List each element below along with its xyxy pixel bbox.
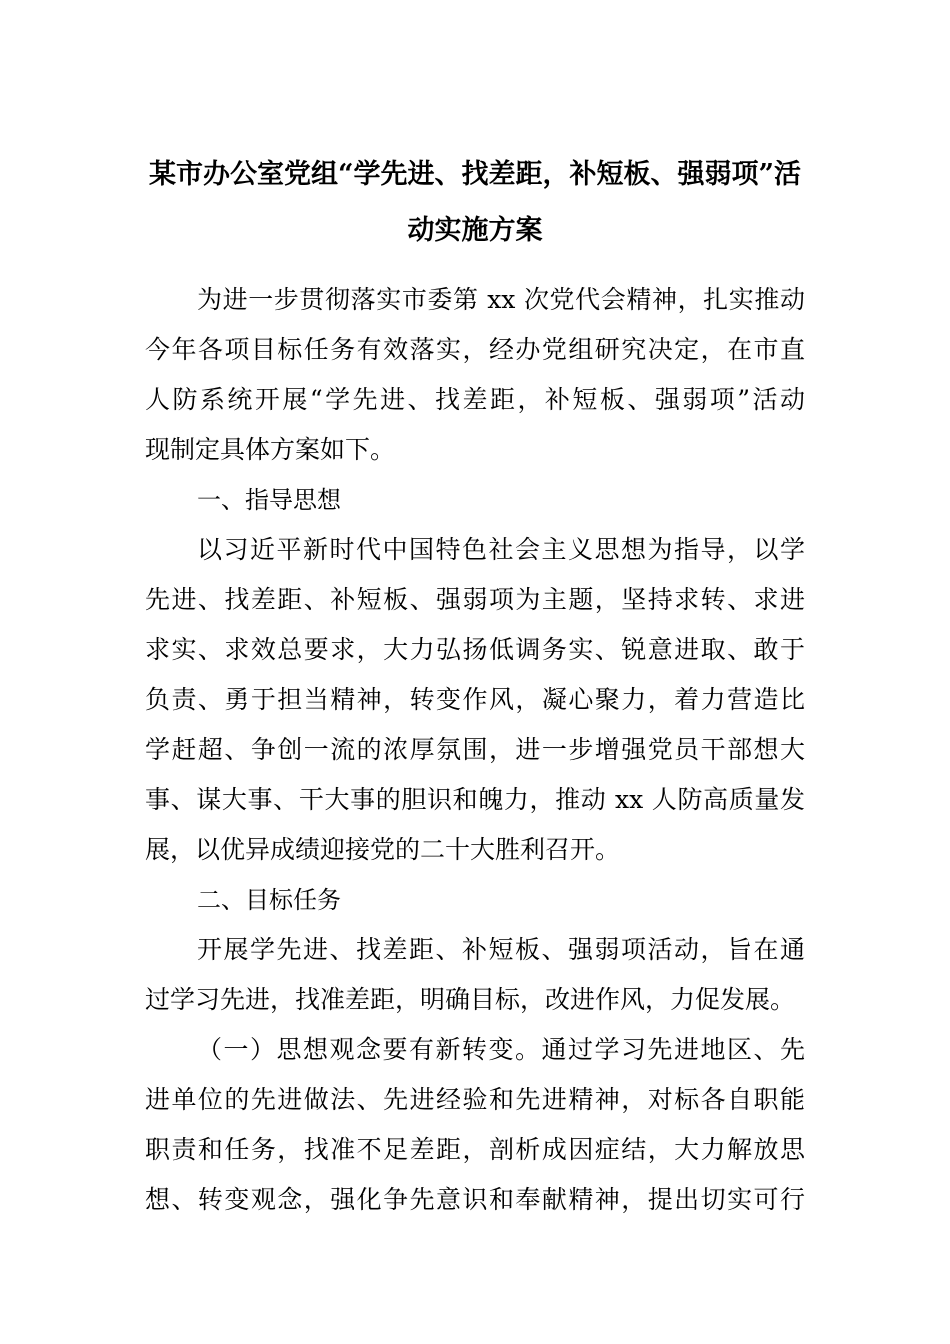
section2-line: 过学习先进，找准差距，明确目标，改进作风，力促发展。 [145, 985, 796, 1014]
title-line-1: 某市办公室党组“学先进、找差距，补短板、强弱项”活 [148, 159, 802, 190]
section1-line: 负责、勇于担当精神，转变作风，凝心聚力，着力营造比 [145, 685, 805, 714]
title-line-2: 动实施方案 [407, 215, 543, 246]
section1-line: 学赶超、争创一流的浓厚氛围，进一步增强党员干部想大 [145, 735, 805, 764]
section1-line: 展，以优异成绩迎接党的二十大胜利召开。 [145, 835, 621, 864]
intro-line: 现制定具体方案如下。 [145, 435, 396, 464]
section1-line: 以习近平新时代中国特色社会主义思想为指导，以学 [197, 535, 805, 564]
section1-line: 求实、求效总要求，大力弘扬低调务实、锐意进取、敢于 [145, 635, 805, 664]
subsection1-line: 想、转变观念，强化争先意识和奉献精神，提出切实可行 [145, 1185, 805, 1214]
section1-line: 事、谋大事、干大事的胆识和魄力，推动 xx 人防高质量发 [145, 785, 805, 814]
intro-line: 为进一步贯彻落实市委第 xx 次党代会精神，扎实推动 [197, 285, 805, 314]
section-heading-goals-tasks: 二、目标任务 [197, 886, 341, 914]
subsection1-line: 进单位的先进做法、先进经验和先进精神，对标各自职能 [145, 1085, 805, 1114]
section1-line: 先进、找差距、补短板、强弱项为主题，坚持求转、求进 [145, 585, 805, 614]
subsection1-line: 职责和任务，找准不足差距，剖析成因症结，大力解放思 [145, 1135, 805, 1164]
intro-line: 今年各项目标任务有效落实，经办党组研究决定，在市直 [145, 335, 805, 364]
subsection1-line: （一）思想观念要有新转变。通过学习先进地区、先 [197, 1035, 805, 1064]
intro-line: 人防系统开展“学先进、找差距，补短板、强弱项”活动 [145, 385, 805, 414]
section-heading-guiding-ideology: 一、指导思想 [197, 486, 341, 514]
section2-line: 开展学先进、找差距、补短板、强弱项活动，旨在通 [197, 935, 805, 964]
document-title [145, 147, 805, 259]
